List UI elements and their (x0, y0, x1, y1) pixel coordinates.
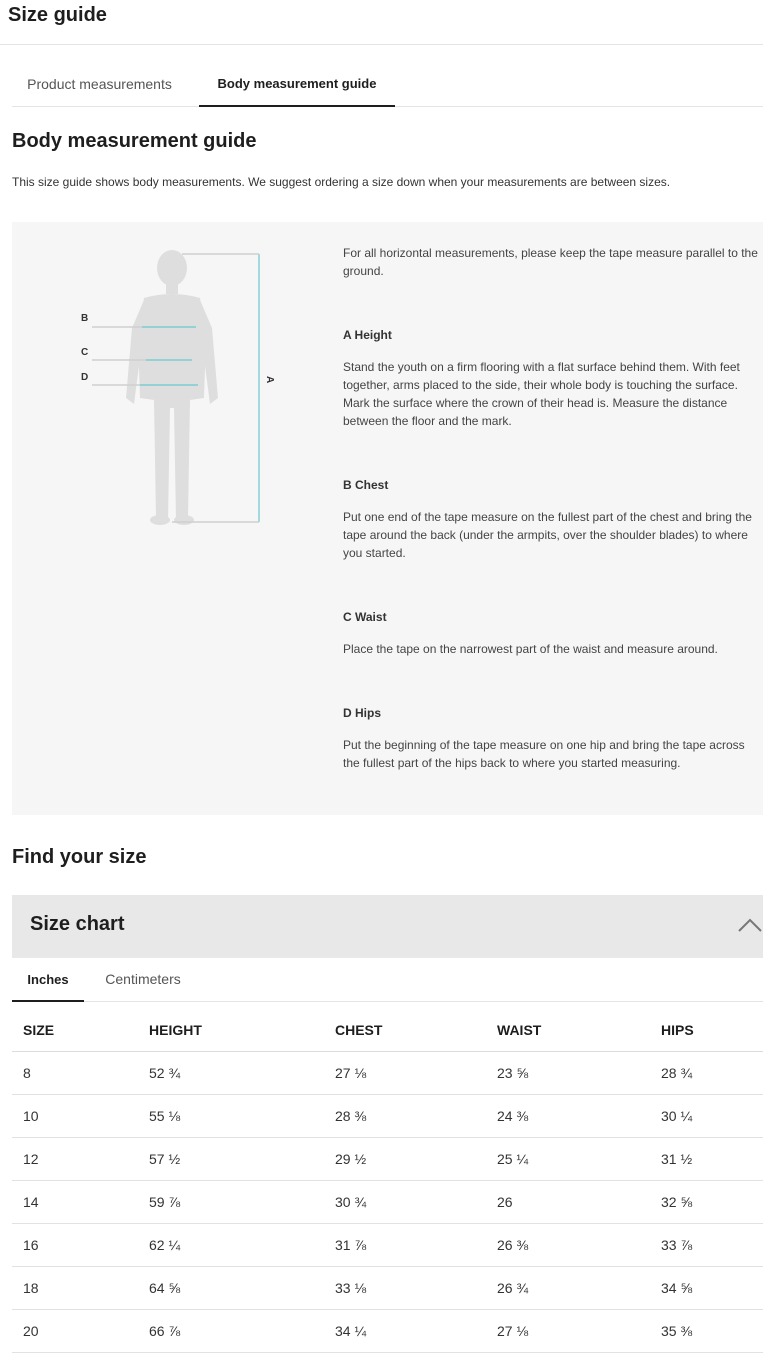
cell-chest: 33 ⅛ (335, 1267, 497, 1310)
size-chart-accordion[interactable] (12, 895, 763, 958)
column-header-hips: HIPS (661, 1009, 763, 1052)
tab-product-measurements[interactable]: Product measurements (27, 76, 172, 92)
unit-tabs (12, 958, 763, 1002)
top-bar (0, 0, 763, 45)
cell-size: 8 (12, 1052, 149, 1095)
cell-size: 16 (12, 1224, 149, 1267)
cell-hips: 28 ¾ (661, 1052, 763, 1095)
guide-instructions (343, 244, 763, 772)
waist-text: Place the tape on the narrowest part of the waist and measure around. (343, 642, 718, 656)
cell-height: 57 ½ (149, 1138, 335, 1181)
table-row (12, 1224, 763, 1267)
cell-waist: 25 ¼ (497, 1138, 661, 1181)
guide-title: Body measurement guide (12, 130, 257, 152)
cell-size: 10 (12, 1095, 149, 1138)
guide-tabs (12, 62, 763, 107)
cell-chest: 31 ⅞ (335, 1224, 497, 1267)
hips-text: Put the beginning of the tape measure on one hip and bring the tape across the fullest part of the hips back to where you started measuring. (343, 738, 745, 770)
cell-waist: 23 ⅝ (497, 1052, 661, 1095)
guide-intro: This size guide shows body measurements. We suggest ordering a size down when your measurements are between sizes. (12, 175, 671, 189)
cell-size: 14 (12, 1181, 149, 1224)
column-header-waist: WAIST (497, 1009, 661, 1052)
cell-hips: 31 ½ (661, 1138, 763, 1181)
table-row (12, 1095, 763, 1138)
cell-waist: 27 ⅛ (497, 1310, 661, 1353)
height-text: Stand the youth on a firm flooring with a flat surface behind them. With feet together, arms placed to the side, their whole body is touching the surface. Mark the surface where the crown of their head is. Measure the distance between the floor and the mark. (343, 360, 740, 428)
cell-chest: 28 ⅜ (335, 1095, 497, 1138)
size-chart-table (12, 1009, 763, 1353)
body-figure-illustration (72, 248, 292, 528)
cell-hips: 30 ¼ (661, 1095, 763, 1138)
cell-hips: 32 ⅝ (661, 1181, 763, 1224)
height-heading: A Height (343, 328, 392, 342)
cell-waist: 26 ¾ (497, 1267, 661, 1310)
cell-waist: 26 (497, 1181, 661, 1224)
find-your-size-title: Find your size (12, 846, 147, 868)
table-row (12, 1052, 763, 1095)
cell-hips: 35 ⅜ (661, 1310, 763, 1353)
column-header-height: HEIGHT (149, 1009, 335, 1052)
tab-inches[interactable]: Inches (12, 958, 84, 1001)
column-header-chest: CHEST (335, 1009, 497, 1052)
cell-height: 59 ⅞ (149, 1181, 335, 1224)
table-row (12, 1267, 763, 1310)
chest-heading: B Chest (343, 478, 389, 492)
cell-height: 64 ⅝ (149, 1267, 335, 1310)
measurement-guide-panel (12, 222, 763, 815)
column-header-size: SIZE (12, 1009, 149, 1052)
waist-heading: C Waist (343, 610, 387, 624)
size-chart-title: Size chart (30, 913, 125, 935)
figure-label-d: D (81, 372, 89, 383)
cell-size: 20 (12, 1310, 149, 1353)
figure-label-c: C (81, 347, 89, 358)
chest-text: Put one end of the tape measure on the fullest part of the chest and bring the tape around the back (under the armpits, over the shoulder blades) to where you started. (343, 510, 752, 560)
cell-height: 52 ¾ (149, 1052, 335, 1095)
cell-chest: 29 ½ (335, 1138, 497, 1181)
cell-size: 12 (12, 1138, 149, 1181)
tab-centimeters[interactable]: Centimeters (105, 971, 181, 987)
tab-body-measurement-guide[interactable]: Body measurement guide (199, 62, 395, 106)
table-row (12, 1181, 763, 1224)
cell-chest: 27 ⅛ (335, 1052, 497, 1095)
page-title: Size guide (8, 4, 107, 26)
table-row (12, 1310, 763, 1353)
cell-size: 18 (12, 1267, 149, 1310)
figure-label-a: A (264, 376, 275, 384)
cell-height: 62 ¼ (149, 1224, 335, 1267)
cell-height: 66 ⅞ (149, 1310, 335, 1353)
table-header-row (12, 1009, 763, 1052)
chevron-up-icon[interactable] (737, 917, 763, 933)
cell-hips: 33 ⅞ (661, 1224, 763, 1267)
cell-waist: 26 ⅜ (497, 1224, 661, 1267)
figure-label-b: B (81, 313, 89, 324)
table-row (12, 1138, 763, 1181)
cell-hips: 34 ⅝ (661, 1267, 763, 1310)
cell-height: 55 ⅛ (149, 1095, 335, 1138)
general-note: For all horizontal measurements, please keep the tape measure parallel to the ground. (343, 246, 758, 278)
cell-waist: 24 ⅜ (497, 1095, 661, 1138)
cell-chest: 30 ¾ (335, 1181, 497, 1224)
hips-heading: D Hips (343, 706, 382, 720)
cell-chest: 34 ¼ (335, 1310, 497, 1353)
